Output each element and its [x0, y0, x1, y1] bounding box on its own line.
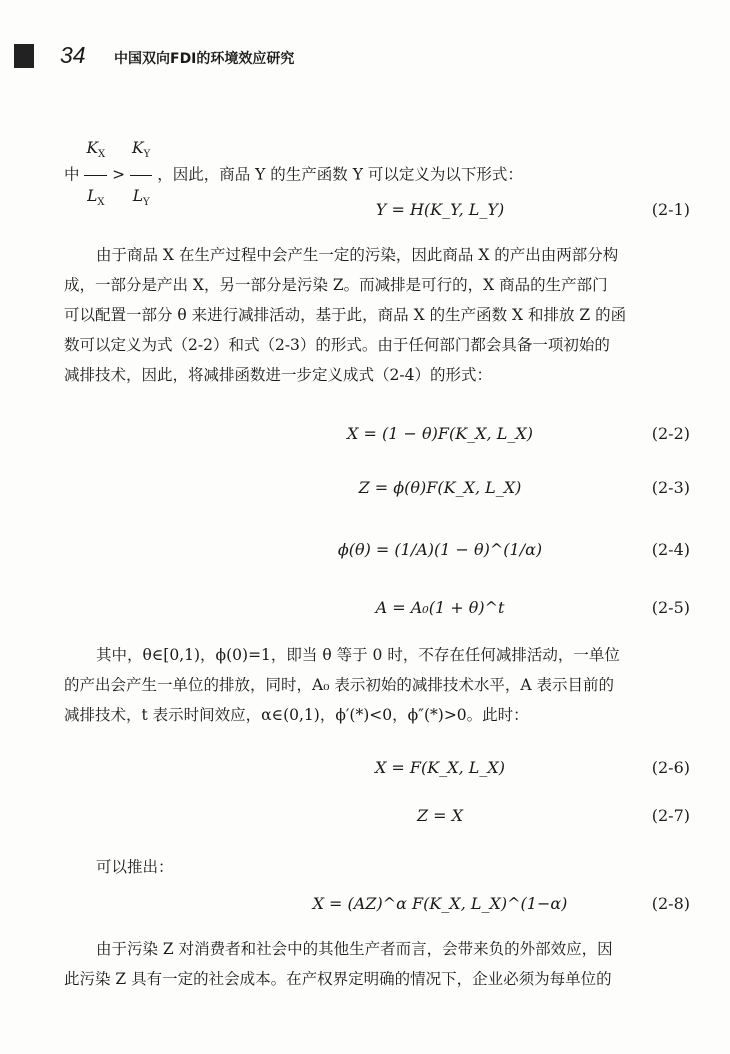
- equation-number: (2-1): [651, 200, 690, 219]
- gt-sign: >: [112, 165, 126, 184]
- paragraph-3: 可以推出：: [96, 858, 174, 876]
- paragraph-4: 由于污染 Z 对消费者和社会中的其他生产者而言，会带来负的外部效应，因 此污染 Z 具有一定的社会成本。在产权界定明确的情况下，企业必须为每单位的: [64, 940, 613, 988]
- equation-2-7: Z = X (2-7): [416, 806, 690, 825]
- paragraph-2: 其中，θ∈[0,1)，ϕ(0)=1，即当 θ 等于 0 时，不存在任何减排活动，一单位 的产出会产生一单位的排放，同时，A₀ 表示初始的减排技术水平，A 表示目前的 减排技术，t 表示时间效应，α∈(0,1)，ϕ′(*)<0，ϕ″(*)>0。此时：: [64, 646, 620, 724]
- running-title: 中国双向FDI的环境效应研究: [114, 51, 295, 67]
- page-number: 34: [60, 42, 86, 68]
- paragraph-1: 由于商品 X 在生产过程中会产生一定的污染，因此商品 X 的产出由两部分构 成，一部分是产出 X，另一部分是污染 Z。而减排是可行的，X 商品的生产部门 可以配置一部分 θ 来进行减排活动，基于此，商品 X 的生产函数 X 和排放 Z 的函 数可以定义为式（2-2）和式（2-3）的形式。由于任何部门都会具备一项初始的 减排技术，因此，将减排函数进一步定义成式（2-4）的形式：: [64, 246, 627, 384]
- equation-2-5: A = A₀(1 + θ)^t (2-5): [375, 598, 690, 617]
- equation-body: Y = H(K_Y, L_Y): [375, 200, 505, 219]
- corner-mark: [14, 44, 34, 68]
- equation-2-1: [0, 200, 730, 230]
- equation-2-6: X = F(K_X, L_X) (2-6): [374, 758, 690, 777]
- intro-suffix: ，因此，商品 Y 的生产函数 Y 可以定义为以下形式：: [157, 165, 523, 184]
- equation-2-2: X = (1 − θ)F(K_X, L_X) (2-2): [347, 424, 690, 443]
- fraction-kx-lx: $\frac{K_X}{L_X}$: [84, 128, 107, 223]
- equation-2-4: ϕ(θ) = (1/A)(1 − θ)^(1/α) (2-4): [337, 540, 690, 559]
- equation-2-8: X = (AZ)^α F(K_X, L_X)^(1−α) (2-8): [312, 894, 690, 913]
- page-header: [14, 42, 714, 72]
- equation-2-3: Z = ϕ(θ)F(K_X, L_X) (2-3): [358, 478, 690, 497]
- intro-prefix: 中: [64, 165, 80, 184]
- fraction-ky-ly: $\frac{K_Y}{L_Y}$: [130, 128, 152, 223]
